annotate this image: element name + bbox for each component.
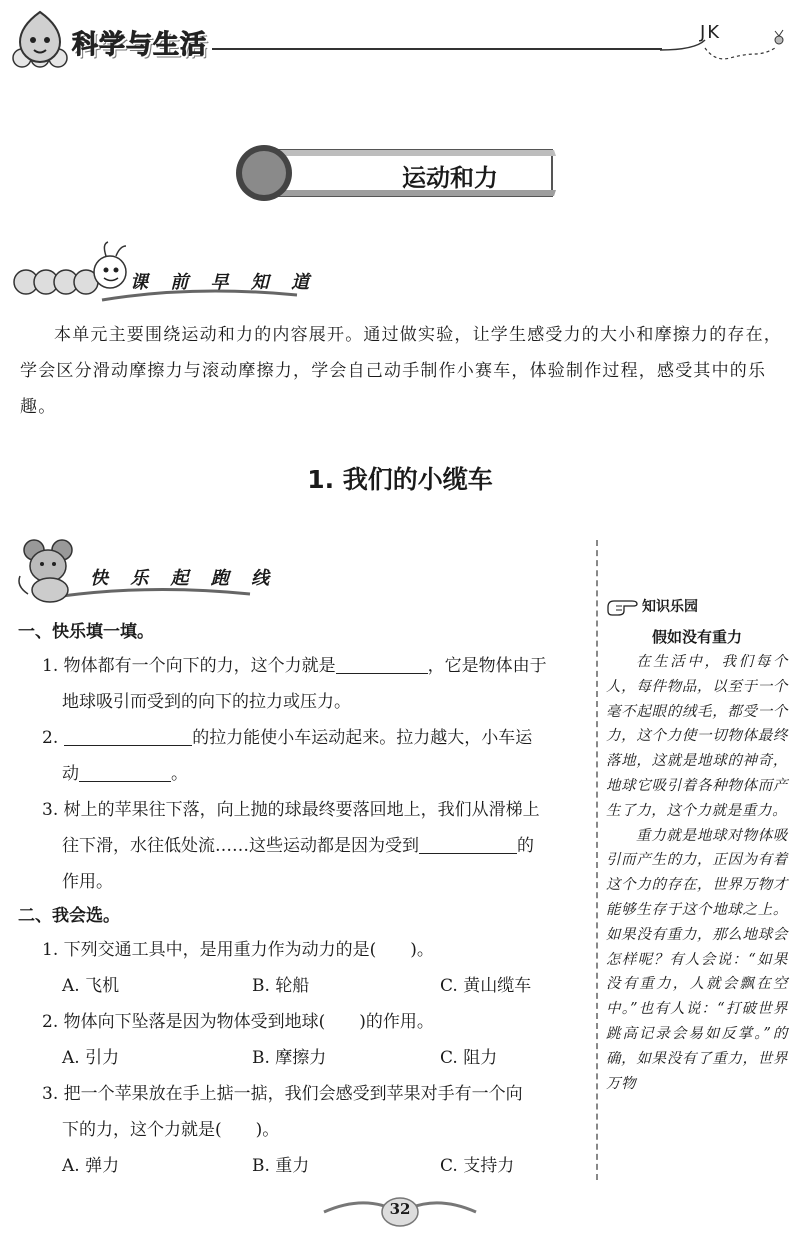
choice-options-3	[18, 1148, 590, 1184]
answer-blank[interactable]	[79, 759, 171, 782]
option-a[interactable]: A. 飞机	[62, 976, 120, 996]
option-b[interactable]: B. 重力	[252, 1156, 310, 1176]
section-heading-choice: 二、我会选。	[18, 906, 120, 926]
option-b[interactable]: B. 轮船	[252, 976, 310, 996]
sidebar-heading-text: 知识乐园	[642, 599, 698, 615]
start-line-label: 快 乐 起 跑 线	[90, 568, 278, 589]
option-a[interactable]: A. 引力	[62, 1048, 120, 1068]
question-text: ，它是物体由于	[427, 656, 547, 676]
question-text: 地球吸引而受到的向下的拉力或压力。	[62, 692, 351, 712]
choice-question-3	[18, 1076, 590, 1148]
question-number: 2.	[42, 728, 59, 748]
fill-question-3	[18, 792, 590, 900]
question-text: 的	[517, 836, 534, 856]
question-text: 1. 物体都有一个向下的力，这个力就是	[42, 656, 336, 676]
exercise-column	[18, 616, 590, 1184]
series-title: 科学与生活	[72, 30, 208, 60]
choice-options-1	[18, 968, 590, 1004]
choice-question-2	[18, 1004, 590, 1040]
question-text: 往下滑，水往低处流……这些运动都是因为受到	[62, 836, 419, 856]
sidebar-paragraph-2: 重力就是地球对物体吸引而产生的力，正因为有着这个力的存在，世界万物才能够生存于这个地球之上。如果没有重力，那么地球会怎样呢？有人会说：“如果没有重力，人就会飘在空中。”也有人说：“打破世界跳高记录会易如反掌。”的确，如果没有了重力，世界万物	[606, 827, 788, 1092]
intro-paragraph: 本单元主要围绕运动和力的内容展开。通过做实验，让学生感受力的大小和摩擦力的存在，学会区分滑动摩擦力与滚动摩擦力，学会自己动手制作小赛车，体验制作过程，感受其中的乐趣。	[20, 325, 782, 417]
question-text: 动	[62, 764, 79, 784]
pointing-hand-icon	[606, 595, 640, 617]
fill-question-1	[18, 648, 590, 720]
question-text: 的拉力能使小车运动起来。拉力越大，小车运	[192, 728, 533, 748]
lesson-title: 1. 我们的小缆车	[307, 465, 493, 494]
pre-knowledge-label: 课 前 早 知 道	[130, 272, 318, 293]
question-text: 。	[171, 764, 188, 784]
option-c[interactable]: C. 黄山缆车	[440, 976, 532, 996]
header-swirl-decoration	[655, 28, 795, 68]
section-heading-fill: 一、快乐填一填。	[18, 622, 154, 642]
fill-question-2	[18, 720, 590, 792]
question-text: 下的力，这个力就是( )。	[62, 1120, 280, 1140]
mascot-logo-icon	[10, 8, 70, 72]
question-text: 1. 下列交通工具中，是用重力作为动力的是( )。	[42, 940, 434, 960]
option-c[interactable]: C. 阻力	[440, 1048, 498, 1068]
answer-blank[interactable]	[336, 651, 428, 674]
question-text: 3. 把一个苹果放在手上掂一掂，我们会感受到苹果对手有一个向	[42, 1084, 523, 1104]
answer-blank[interactable]	[419, 831, 517, 854]
question-text: 3. 树上的苹果往下落，向上抛的球最终要落回地上，我们从滑梯上	[42, 800, 540, 820]
column-divider	[596, 540, 598, 1180]
option-c[interactable]: C. 支持力	[440, 1156, 515, 1176]
option-a[interactable]: A. 弹力	[62, 1156, 120, 1176]
knowledge-sidebar	[606, 592, 788, 1096]
edition-mark: JK	[700, 22, 722, 43]
header-rule	[212, 48, 662, 50]
choice-options-2	[18, 1040, 590, 1076]
page-number: 32	[389, 1200, 411, 1218]
question-text: 2. 物体向下坠落是因为物体受到地球( )的作用。	[42, 1012, 434, 1032]
option-b[interactable]: B. 摩擦力	[252, 1048, 327, 1068]
choice-question-1	[18, 932, 590, 968]
answer-blank[interactable]	[64, 723, 192, 746]
sidebar-title: 假如没有重力	[651, 628, 742, 646]
unit-title: 运动和力	[402, 164, 498, 192]
question-text: 作用。	[62, 872, 113, 892]
sidebar-heading	[606, 592, 788, 620]
sidebar-paragraph-1: 在生活中，我们每个人，每件物品，以至于一个毫不起眼的绒毛，都受一个力，这个力使一切物体最终落地，这就是地球的神奇，地球它吸引着各种物体而产生了力，这个力就是重力。	[606, 654, 788, 819]
